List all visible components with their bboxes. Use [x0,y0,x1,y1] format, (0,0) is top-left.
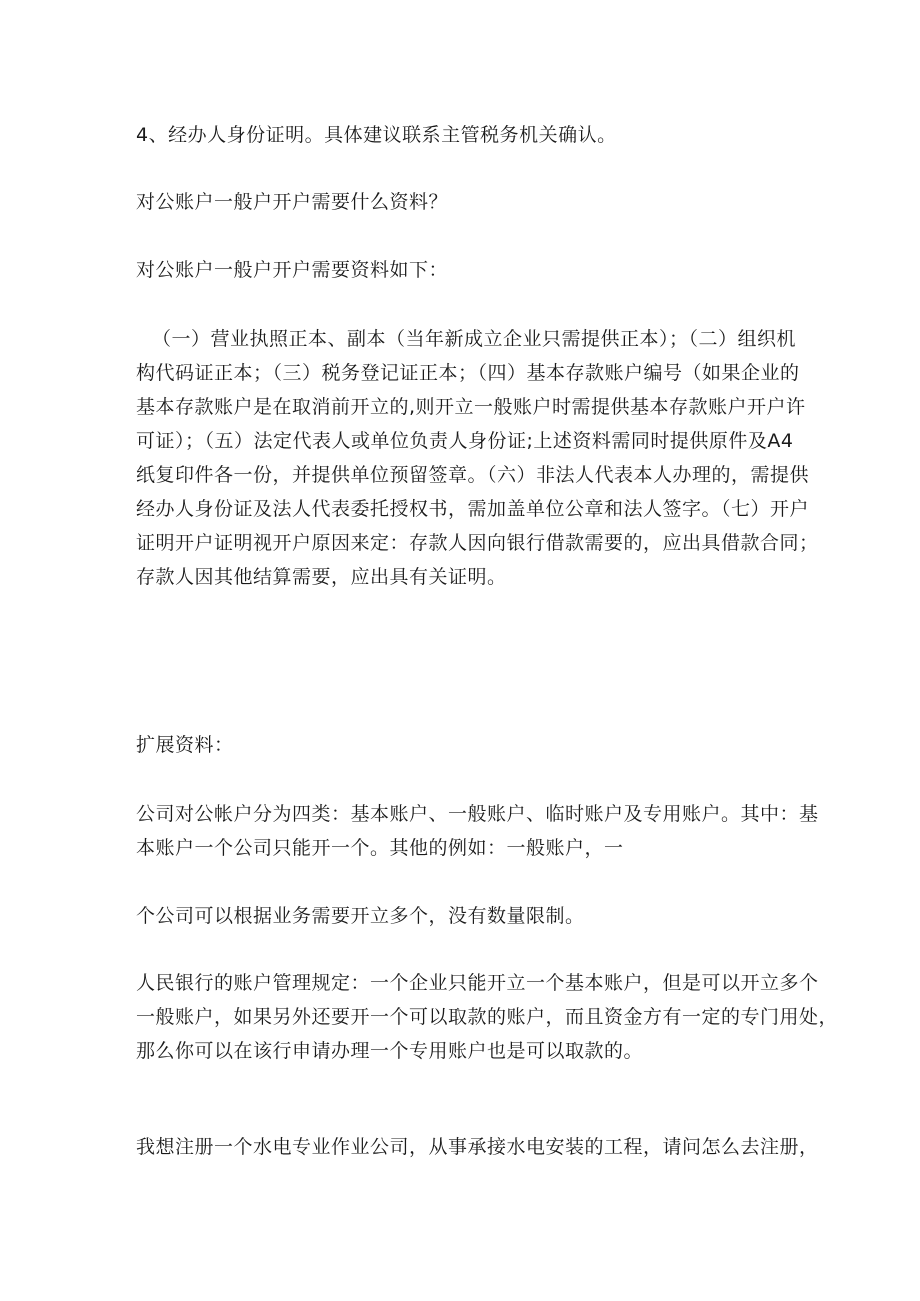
paragraph-id-proof [136,118,786,152]
text-line: 个公司可以根据业务需要开立多个，没有数量限制。 [136,905,585,927]
text-line: 存款人因其他结算需要，应出具有关证明。 [136,566,507,588]
pboc-regulation-paragraph [136,966,839,1068]
required-documents-list [136,322,819,594]
text-line: 基本存款账户是在取消前开立的,则开立一般账户时需提供基本存款账户开户许 [136,396,806,418]
answer-intro [136,253,786,287]
account-types-paragraph [136,797,819,865]
text-line: 可证）；（五）法定代表人或单位负责人身份证;上述资料需同时提供原件及A4 [136,430,794,452]
text-line: 公司对公帐户分为四类：基本账户、一般账户、临时账户及专用账户。其中：基 [136,803,819,825]
text-line: 本账户一个公司只能开一个。其他的例如：一般账户，一 [136,837,624,859]
text-line: 4、经办人身份证明。具体建议联系主管税务机关确认。 [136,124,617,146]
text-line: 我想注册一个水电专业作业公司，从事承接水电安装的工程，请问怎么去注册， [136,1136,819,1158]
text-line: 构代码证正本；（三）税务登记证正本；（四）基本存款账户编号（如果企业的 [136,362,800,384]
text-line: 那么你可以在该行申请办理一个专用账户也是可以取款的。 [136,1040,644,1062]
question-heading [136,185,786,219]
text-line: 经办人身份证及法人代表委托授权书，需加盖单位公章和法人签字。（七）开户 [136,498,810,520]
text-line: 人民银行的账户管理规定：一个企业只能开立一个基本账户，但是可以开立多个 [136,972,819,994]
text-line: 一般账户，如果另外还要开一个可以取款的账户，而且资金方有一定的专门用处， [136,1006,839,1028]
text-line: 证明开户证明视开户原因来定：存款人因向银行借款需要的，应出具借款合同； [136,532,819,554]
registration-question [136,1130,819,1164]
extended-info-heading [136,728,786,762]
text-line: 对公账户一般户开户需要资料如下： [136,259,449,281]
account-types-continued [136,899,786,933]
text-line: 纸复印件各一份，并提供单位预留签章。（六）非法人代表本人办理的，需提供 [136,464,810,486]
text-line: 对公账户一般户开户需要什么资料？ [136,191,449,213]
text-line: （一）营业执照正本、副本（当年新成立企业只需提供正本）；（二）组织机 [152,328,797,350]
text-line: 扩展资料： [136,734,234,756]
